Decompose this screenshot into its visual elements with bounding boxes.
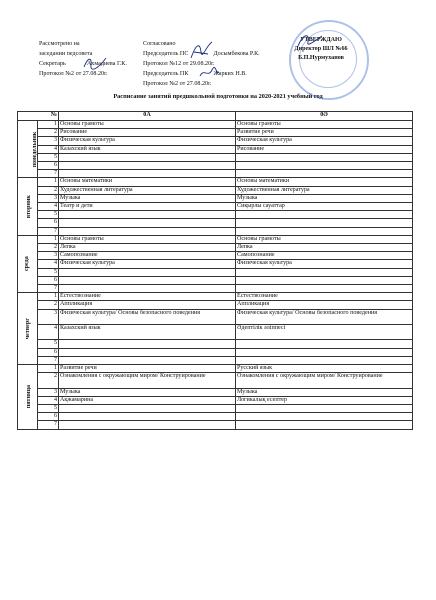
lesson-0ae-cell: Основы математики bbox=[236, 178, 413, 186]
day-label: понедельник bbox=[32, 131, 39, 168]
lesson-0ae-cell: Ознакомления с окружающим миром/ Конструирование bbox=[236, 373, 413, 388]
lesson-0ae-cell: Аппликация bbox=[236, 301, 413, 309]
lesson-0ae-cell: Музыка bbox=[236, 194, 413, 202]
lesson-number: 2 bbox=[38, 373, 59, 388]
table-row bbox=[18, 285, 413, 293]
lesson-number: 6 bbox=[38, 276, 59, 284]
table-row bbox=[18, 388, 413, 396]
lesson-0a-cell: Художественная литература bbox=[59, 186, 236, 194]
lesson-number: 4 bbox=[38, 203, 59, 211]
lesson-0ae-cell: Лепка bbox=[236, 244, 413, 252]
lesson-0a-cell bbox=[59, 162, 236, 170]
lesson-number: 2 bbox=[38, 301, 59, 309]
lesson-0a-cell bbox=[59, 219, 236, 227]
lesson-0a-cell bbox=[59, 421, 236, 429]
lesson-0a-cell: Самопознание bbox=[59, 252, 236, 260]
lesson-0a-cell: Физическая культура/ Основы безопасного поведения bbox=[59, 309, 236, 324]
lesson-number: 2 bbox=[38, 186, 59, 194]
lesson-number: 2 bbox=[38, 129, 59, 137]
agreed-pk-name: Жарких Н.В. bbox=[213, 71, 247, 77]
secretary-name: Ахмадиева Г.К. bbox=[86, 61, 127, 67]
lesson-0ae-cell bbox=[236, 276, 413, 284]
table-row bbox=[18, 293, 413, 301]
table-row bbox=[18, 348, 413, 356]
lesson-0ae-cell bbox=[236, 413, 413, 421]
lesson-number: 6 bbox=[38, 162, 59, 170]
lesson-number: 1 bbox=[38, 235, 59, 243]
day-cell bbox=[18, 178, 38, 235]
lesson-0a-cell bbox=[59, 227, 236, 235]
lesson-number: 7 bbox=[38, 421, 59, 429]
pk-signature-icon bbox=[198, 66, 220, 80]
table-row bbox=[18, 244, 413, 252]
table-row bbox=[18, 356, 413, 364]
lesson-0a-cell: Естествознание bbox=[59, 293, 236, 301]
lesson-0a-cell: Театр и дети bbox=[59, 203, 236, 211]
approved-director-name: Б.П.Нурмуханов bbox=[298, 55, 344, 61]
table-row bbox=[18, 268, 413, 276]
lesson-0a-cell bbox=[59, 276, 236, 284]
day-label: пятница bbox=[26, 385, 33, 409]
lesson-0ae-cell bbox=[236, 162, 413, 170]
table-row bbox=[18, 421, 413, 429]
lesson-number: 7 bbox=[38, 227, 59, 235]
lesson-0a-cell: Казахский язык bbox=[59, 145, 236, 153]
table-row bbox=[18, 365, 413, 373]
lesson-0a-cell: Казахский язык bbox=[59, 325, 236, 340]
lesson-number: 5 bbox=[38, 340, 59, 348]
lesson-0ae-cell bbox=[236, 285, 413, 293]
table-row bbox=[18, 413, 413, 421]
document-title: Расписание занятий предшкольной подготовки на 2020-2021 учебный год bbox=[113, 93, 323, 100]
table-row bbox=[18, 145, 413, 153]
lesson-number: 3 bbox=[38, 194, 59, 202]
lesson-number: 1 bbox=[38, 178, 59, 186]
day-label: вторник bbox=[25, 195, 32, 219]
table-row bbox=[18, 260, 413, 268]
lesson-0ae-cell bbox=[236, 405, 413, 413]
lesson-0ae-cell bbox=[236, 219, 413, 227]
lesson-0a-cell: Ақжамарина bbox=[59, 396, 236, 404]
lesson-number: 1 bbox=[38, 293, 59, 301]
lesson-number: 6 bbox=[38, 219, 59, 227]
agreed-ps-name: Досымбекова Р.К. bbox=[213, 51, 260, 57]
lesson-number: 5 bbox=[38, 405, 59, 413]
lesson-0a-cell bbox=[59, 356, 236, 364]
lesson-0ae-cell: Русский язык bbox=[236, 365, 413, 373]
reviewed-line-2: заседании педсовета bbox=[39, 51, 93, 57]
lesson-number: 7 bbox=[38, 170, 59, 178]
lesson-0ae-cell: Физическая культура/ Основы безопасного поведения bbox=[236, 309, 413, 324]
table-header-row bbox=[18, 112, 413, 121]
lesson-0a-cell: Физическая культура bbox=[59, 137, 236, 145]
table-row bbox=[18, 153, 413, 161]
agreed-ps-protocol: Протокол №12 от 29.08.20г. bbox=[143, 61, 215, 67]
lesson-0ae-cell bbox=[236, 268, 413, 276]
lesson-number: 3 bbox=[38, 137, 59, 145]
lesson-0ae-cell: Логикалық есептер bbox=[236, 396, 413, 404]
lesson-0a-cell: Физическая культура bbox=[59, 260, 236, 268]
lesson-0a-cell bbox=[59, 268, 236, 276]
lesson-0ae-cell: Әдептілік әліппесі bbox=[236, 325, 413, 340]
lesson-number: 4 bbox=[38, 260, 59, 268]
ps-signature-icon bbox=[188, 40, 214, 62]
lesson-0a-cell bbox=[59, 170, 236, 178]
table-row bbox=[18, 121, 413, 129]
agreed-pk-label: Председатель ПК bbox=[143, 71, 189, 77]
lesson-0a-cell: Развитие речи bbox=[59, 365, 236, 373]
lesson-0a-cell bbox=[59, 211, 236, 219]
director-signature-icon bbox=[296, 30, 324, 50]
lesson-0a-cell bbox=[59, 348, 236, 356]
schedule-table bbox=[17, 111, 413, 430]
lesson-0ae-cell bbox=[236, 356, 413, 364]
agreed-ps-label: Председатель ПС bbox=[143, 51, 189, 57]
table-row bbox=[18, 309, 413, 324]
lesson-0ae-cell bbox=[236, 153, 413, 161]
lesson-number: 2 bbox=[38, 244, 59, 252]
lesson-number: 3 bbox=[38, 388, 59, 396]
lesson-0ae-cell bbox=[236, 170, 413, 178]
lesson-0ae-cell bbox=[236, 211, 413, 219]
lesson-number: 5 bbox=[38, 153, 59, 161]
lesson-0ae-cell: Музыка bbox=[236, 388, 413, 396]
column-header-number: № bbox=[18, 112, 59, 121]
lesson-0ae-cell: Самопознание bbox=[236, 252, 413, 260]
approved-position: Директор ШЛ №66 bbox=[294, 46, 348, 52]
table-row bbox=[18, 178, 413, 186]
lesson-number: 1 bbox=[38, 121, 59, 129]
lesson-number: 1 bbox=[38, 365, 59, 373]
lesson-0a-cell bbox=[59, 153, 236, 161]
table-row bbox=[18, 340, 413, 348]
day-cell bbox=[18, 235, 38, 292]
lesson-number: 4 bbox=[38, 396, 59, 404]
table-row bbox=[18, 186, 413, 194]
lesson-number: 5 bbox=[38, 268, 59, 276]
lesson-0ae-cell: Физическая культура bbox=[236, 260, 413, 268]
lesson-0a-cell bbox=[59, 340, 236, 348]
lesson-number: 6 bbox=[38, 413, 59, 421]
lesson-0a-cell: Аппликация bbox=[59, 301, 236, 309]
schedule-body bbox=[18, 121, 413, 430]
table-row bbox=[18, 203, 413, 211]
table-row bbox=[18, 137, 413, 145]
lesson-0ae-cell: Основы грамоты bbox=[236, 235, 413, 243]
table-row bbox=[18, 162, 413, 170]
table-row bbox=[18, 227, 413, 235]
lesson-number: 3 bbox=[38, 309, 59, 324]
lesson-number: 4 bbox=[38, 325, 59, 340]
lesson-number: 7 bbox=[38, 356, 59, 364]
table-row bbox=[18, 170, 413, 178]
approved-title: УТВЕРЖДАЮ bbox=[300, 37, 342, 43]
lesson-0a-cell: Музыка bbox=[59, 194, 236, 202]
table-row bbox=[18, 235, 413, 243]
lesson-number: 3 bbox=[38, 252, 59, 260]
lesson-0ae-cell bbox=[236, 340, 413, 348]
lesson-0ae-cell bbox=[236, 227, 413, 235]
reviewed-protocol: Протокол №2 от 27.08.20г. bbox=[39, 71, 108, 77]
lesson-number: 5 bbox=[38, 211, 59, 219]
lesson-0a-cell: Ознакомления с окружающим миром/ Конструирование bbox=[59, 373, 236, 388]
table-row bbox=[18, 129, 413, 137]
lesson-0ae-cell: Физическая культура bbox=[236, 137, 413, 145]
table-row bbox=[18, 301, 413, 309]
table-row bbox=[18, 211, 413, 219]
lesson-0a-cell: Основы грамоты bbox=[59, 235, 236, 243]
table-row bbox=[18, 325, 413, 340]
lesson-0ae-cell: Естествознание bbox=[236, 293, 413, 301]
day-cell bbox=[18, 121, 38, 178]
lesson-0ae-cell: Сиқырлы сауаттар bbox=[236, 203, 413, 211]
agreed-pk-protocol: Протокол №2 от 27.08.20г. bbox=[143, 81, 212, 87]
lesson-0a-cell: Основы грамоты bbox=[59, 121, 236, 129]
agreed-title: Согласовано bbox=[143, 41, 176, 47]
table-row bbox=[18, 194, 413, 202]
secretary-signature-icon bbox=[82, 55, 108, 71]
lesson-0a-cell: Лепка bbox=[59, 244, 236, 252]
lesson-number: 6 bbox=[38, 348, 59, 356]
lesson-0a-cell: Рисование bbox=[59, 129, 236, 137]
table-row bbox=[18, 219, 413, 227]
lesson-0ae-cell: Рисование bbox=[236, 145, 413, 153]
table-row bbox=[18, 252, 413, 260]
lesson-0ae-cell bbox=[236, 421, 413, 429]
day-label: среда bbox=[23, 256, 30, 272]
lesson-number: 4 bbox=[38, 145, 59, 153]
lesson-0ae-cell: Развитие речи bbox=[236, 129, 413, 137]
day-cell bbox=[18, 293, 38, 365]
secretary-label: Секретарь bbox=[39, 61, 66, 67]
lesson-0a-cell bbox=[59, 405, 236, 413]
column-header-0a: 0А bbox=[59, 112, 236, 121]
table-row bbox=[18, 405, 413, 413]
lesson-0a-cell bbox=[59, 285, 236, 293]
table-row bbox=[18, 276, 413, 284]
table-row bbox=[18, 373, 413, 388]
day-cell bbox=[18, 365, 38, 430]
column-header-0ae: 0Ә bbox=[236, 112, 413, 121]
lesson-0ae-cell: Художественная литература bbox=[236, 186, 413, 194]
lesson-0ae-cell bbox=[236, 348, 413, 356]
reviewed-line-1: Рассмотрено на bbox=[39, 41, 80, 47]
lesson-number: 7 bbox=[38, 285, 59, 293]
day-label: четверг bbox=[25, 318, 32, 340]
lesson-0ae-cell: Основы грамоты bbox=[236, 121, 413, 129]
lesson-0a-cell: Основы математики bbox=[59, 178, 236, 186]
table-row bbox=[18, 396, 413, 404]
lesson-0a-cell bbox=[59, 413, 236, 421]
lesson-0a-cell: Музыка bbox=[59, 388, 236, 396]
